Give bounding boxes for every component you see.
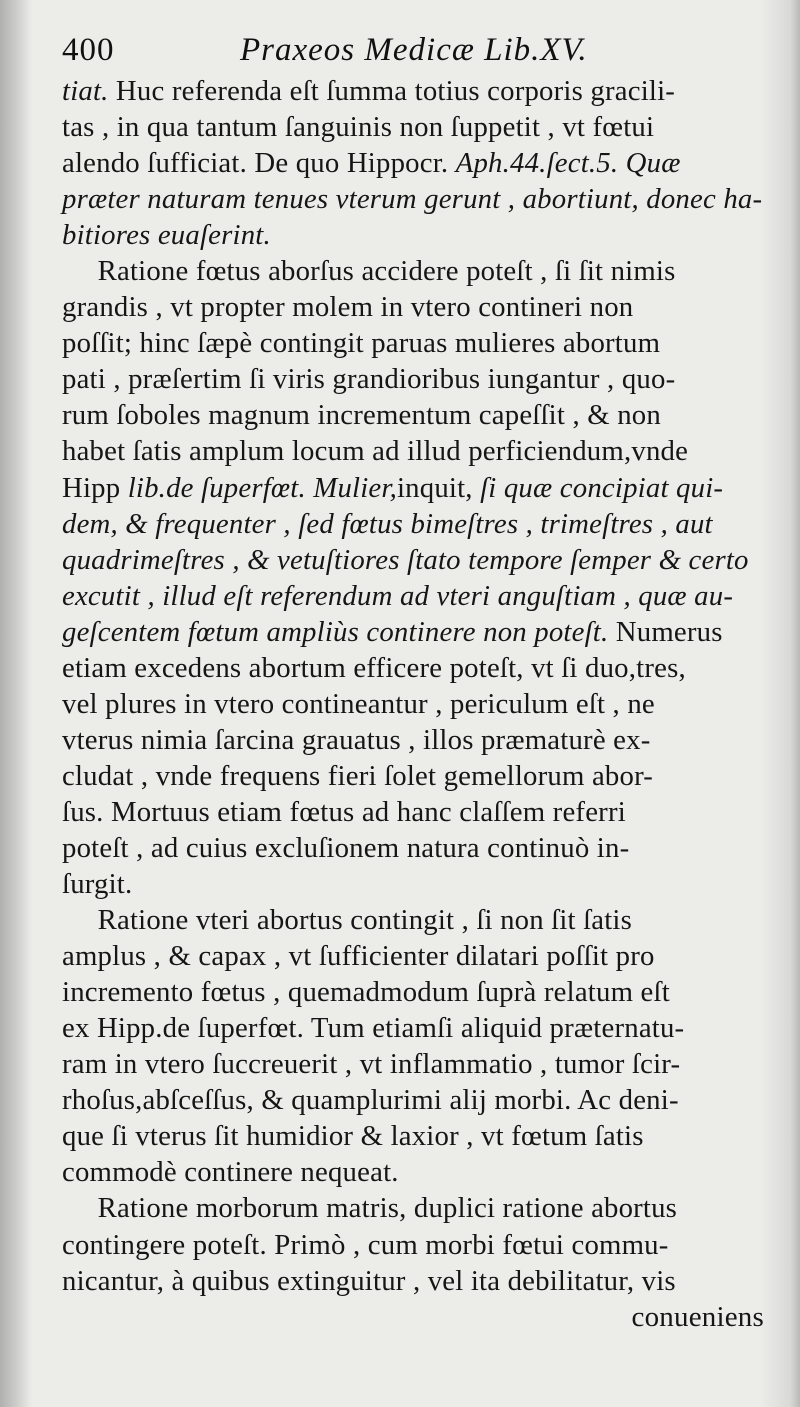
text-run: vterus nimia ſarcina grauatus , illos præmaturè ex-: [62, 723, 651, 756]
text-run: commodè continere nequeat.: [62, 1156, 399, 1189]
text-run: Ratione vteri abortus contingit , ſi non ſit ſatis: [97, 904, 633, 937]
text-run: grandis , vt propter molem in vtero contineri non: [62, 291, 634, 324]
text-line: [62, 794, 762, 830]
text-run: ram in vtero ſuccreuerit , vt inflammatio , tumor ſcir-: [62, 1048, 681, 1081]
text-line: [62, 866, 762, 902]
page-header: [62, 32, 762, 78]
running-head: Praxeos Medicæ Lib.XV.: [240, 32, 588, 68]
text-line: [62, 686, 762, 722]
text-line: [62, 758, 762, 794]
text-line: [62, 145, 762, 181]
text-line: [62, 1010, 762, 1046]
italic-text: Aph.44.ſect.5. Quæ: [455, 147, 681, 180]
text-run: inquit,: [396, 471, 481, 504]
text-line: [62, 902, 762, 938]
text-line: [62, 470, 762, 506]
text-line: [62, 506, 762, 542]
page-number: 400: [62, 32, 115, 68]
italic-text: bitiores euaſerint.: [62, 219, 271, 252]
text-run: habet ſatis amplum locum ad illud perficiendum,vnde: [62, 435, 689, 468]
italic-text: præter naturam tenues vterum gerunt , abortiunt, donec ha-: [62, 183, 763, 216]
text-line: [62, 830, 762, 866]
text-line: [62, 1227, 762, 1263]
text-line: [62, 1118, 762, 1154]
text-line: [62, 974, 762, 1010]
text-line: [62, 73, 762, 109]
italic-text: excutit , illud eſt referendum ad vteri anguſtiam , quæ au-: [62, 579, 734, 612]
text-run: Ratione fœtus aborſus accidere poteſt , ſi ſit nimis: [97, 255, 676, 288]
text-line: [62, 542, 762, 578]
text-line: [62, 217, 762, 253]
text-run: alendo ſufficiat. De quo Hippocr.: [62, 147, 456, 180]
text-run: nicantur, à quibus extinguitur , vel ita debilitatur, vis: [62, 1264, 676, 1297]
text-run: Numerus: [608, 615, 723, 648]
text-run: pati , præſertim ſi viris grandioribus iungantur , quo-: [62, 363, 676, 396]
italic-text: quadrimeſtres , & vetuſtiores ſtato tempore ſemper & certo: [62, 543, 749, 576]
text-line: [62, 289, 762, 325]
text-run: ſus. Mortuus etiam fœtus ad hanc claſſem referri: [62, 795, 626, 828]
text-line: [62, 650, 762, 686]
gutter-shadow: [0, 0, 30, 1407]
text-line: [62, 1082, 762, 1118]
text-line: [62, 578, 762, 614]
text-run: poteſt , ad cuius excluſionem natura continuò in-: [62, 831, 630, 864]
text-run: Hipp: [62, 471, 128, 504]
italic-text: lib.de ſuperfœt. Mulier,: [127, 471, 397, 504]
text-run: rhoſus,abſceſſus, & quamplurimi alij morbi. Ac deni-: [62, 1084, 679, 1117]
text-line: [62, 1154, 762, 1190]
italic-text: ſi quæ concipiat qui-: [480, 471, 724, 504]
text-line: [62, 1263, 762, 1299]
text-line: [62, 253, 762, 289]
text-run: Huc referenda eſt ſumma totius corporis gracili-: [108, 75, 676, 107]
text-run: Ratione morborum matris, duplici ratione abortus: [97, 1192, 678, 1225]
text-line: [62, 361, 762, 397]
text-run: poſſit; hinc ſæpè contingit paruas mulieres abortum: [62, 327, 661, 360]
text-line: [62, 938, 762, 974]
text-line: [62, 1046, 762, 1082]
text-run: rum ſoboles magnum incrementum capeſſit , & non: [62, 399, 661, 432]
body-text: [62, 73, 768, 1335]
text-run: contingere poteſt. Primò , cum morbi fœtui commu-: [62, 1228, 669, 1261]
text-run: que ſi vterus ſit humidior & laxior , vt fœtum ſatis: [62, 1120, 644, 1153]
text-line: [62, 1190, 762, 1226]
text-line: [62, 109, 762, 145]
text-line: [62, 433, 762, 469]
text-run: amplus , & capax , vt ſufficienter dilatari poſſit pro: [62, 940, 655, 973]
italic-text: tiat.: [62, 75, 109, 107]
text-run: incremento fœtus , quemadmodum ſuprà relatum eſt: [62, 976, 670, 1009]
text-line: [62, 325, 762, 361]
text-run: conueniens: [631, 1300, 764, 1333]
italic-text: dem, & frequenter , ſed fœtus bimeſtres , trimeſtres , aut: [62, 507, 713, 540]
text-run: tas , in qua tantum ſanguinis non ſuppetit , vt fœtui: [62, 111, 655, 144]
text-line: [62, 1299, 768, 1335]
text-line: [62, 614, 762, 650]
text-run: cludat , vnde frequens fieri ſolet gemellorum abor-: [62, 759, 654, 792]
text-run: ex Hipp.de ſuperfœt. Tum etiamſi aliquid præternatu-: [62, 1012, 685, 1045]
text-line: [62, 397, 762, 433]
text-run: ſurgit.: [62, 868, 133, 901]
text-line: [62, 722, 762, 758]
text-run: etiam excedens abortum efficere poteſt, vt ſi duo,tres,: [62, 651, 686, 684]
italic-text: geſcentem fœtum ampliùs continere non poteſt.: [62, 615, 609, 648]
text-run: vel plures in vtero contineantur , periculum eſt , ne: [62, 687, 655, 720]
text-line: [62, 181, 762, 217]
